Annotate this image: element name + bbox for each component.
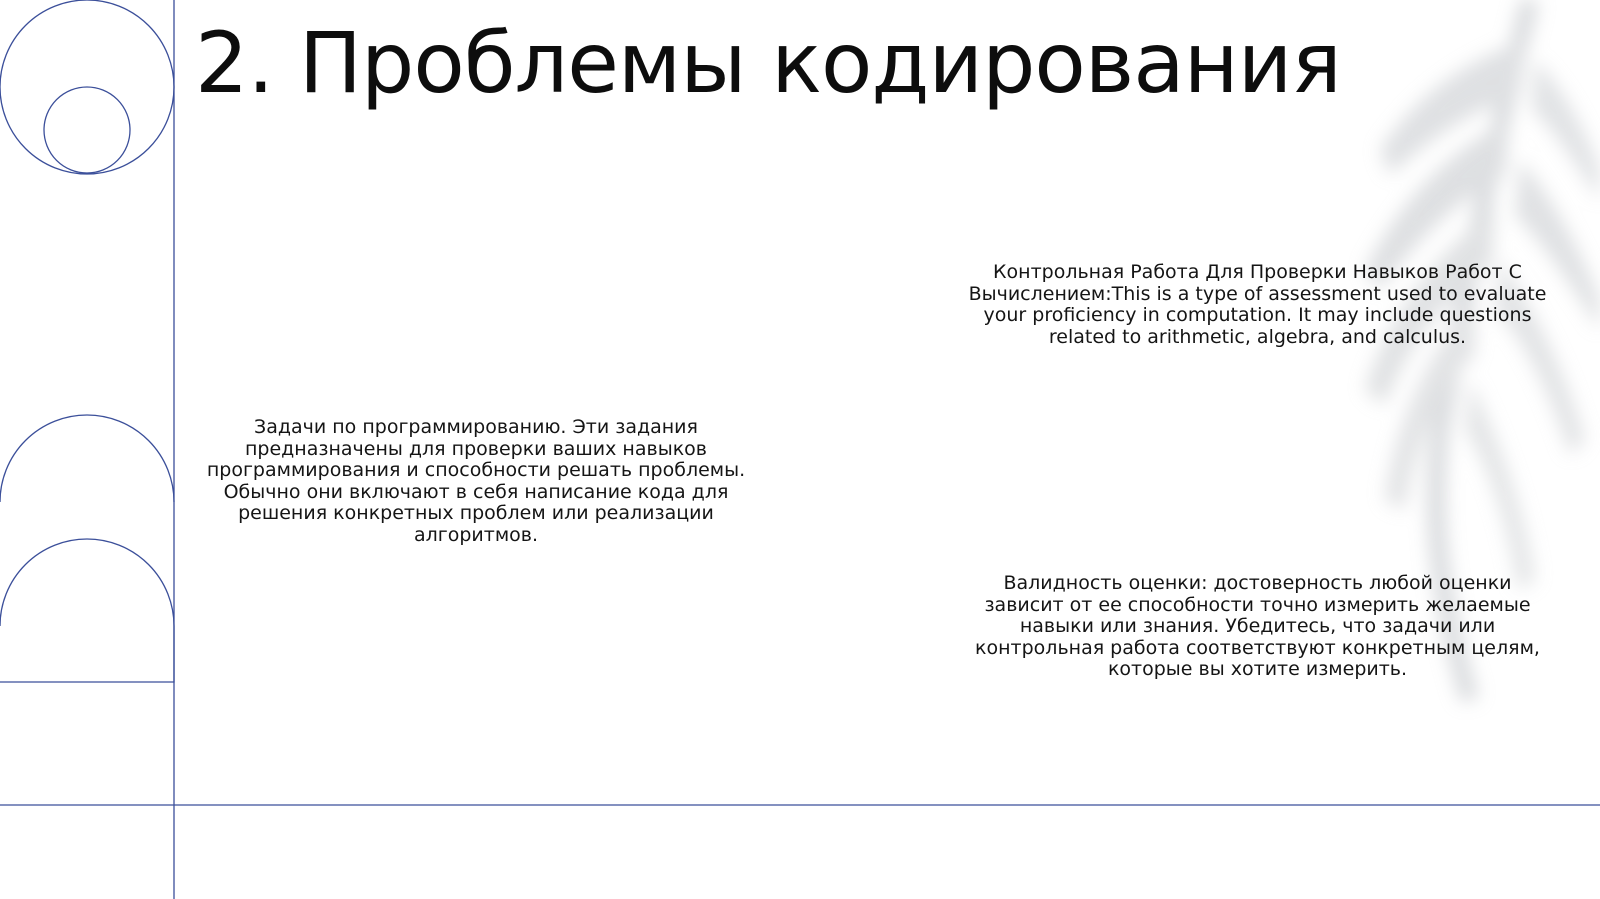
computation-test-text: Контрольная Работа Для Проверки Навыков Работ С Вычислением:This is a type of assessment used to evaluate your proficiency in computation. It may include questions related to arithmetic, algebra, and calculus.	[968, 261, 1547, 348]
validity-text: Валидность оценки: достоверность любой оценки зависит от ее способности точно измерить желаемые навыки или знания. Убедитесь, что задачи или контрольная работа соответствуют конкретным целям, которые вы хотите измерить.	[975, 572, 1540, 681]
slide-title: 2. Проблемы кодирования	[195, 14, 1341, 112]
deco-small-circle	[44, 87, 130, 173]
coding-tasks-text: Задачи по программированию. Эти задания предназначены для проверки ваших навыков программирования и способности решать проблемы. Обычно они включают в себя написание кода для решения конкретных проблем или реализации алгоритмов.	[206, 416, 746, 546]
deco-upper-arch	[0, 415, 174, 502]
deco-lower-arch	[0, 539, 174, 682]
